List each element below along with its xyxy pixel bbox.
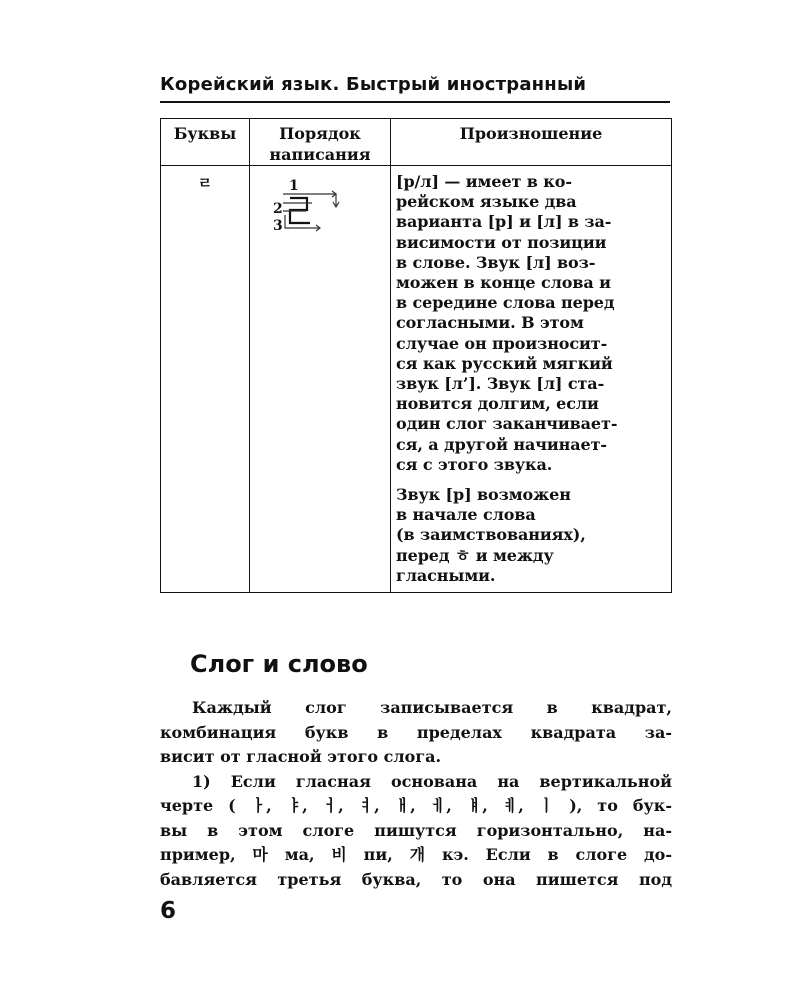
header-pronunciation: Произношение [391,119,672,166]
table-header-row [161,119,672,166]
body-line-2: комбинация букв в пределах квадрата за- [160,722,672,742]
pronunciation-cell [391,166,672,593]
stroke-number-1: 1 [289,178,299,194]
body-line-1: Каждый слог записывается в квадрат, [192,698,672,717]
section-title: Слог и слово [190,650,368,678]
letter-rieul: ㄹ [197,174,213,192]
body-line-8: бавляется третья буква, то она пишется под [160,869,672,889]
letter-table [160,118,672,593]
stroke-order-diagram [250,166,388,236]
body-line-6: вы в этом слоге пишутся горизонтально, на- [160,820,672,840]
running-head: Корейский язык. Быстрый иностранный [160,74,587,95]
pronunciation-paragraph-2: Звук [р] возможен в начале слова (в заимствованиях), перед ㅎ и между гласными. [396,485,586,585]
body-line-7: пример, 마 ма, 비 пи, 개 кэ. Если в слоге до- [160,845,672,864]
stroke-order-cell [250,166,391,593]
body-line-4: 1) Если гласная основана на вертикальной [192,771,672,791]
header-stroke-order: Порядок написания [250,119,391,166]
pronunciation-paragraph-1: [р/л] — имеет в ко- рейском языке два варианта [р] и [л] в за- висимости от позиции в слове. Звук [л] воз- можен в конце слова и в середине слова перед согласными. В этом случае он произносит- ся как русский мягкий звук [л’]. Звук [л] ста- новится долгим, если один слог заканчивает- ся, а другой начинает- ся с этого звука. [396,172,618,474]
table-row [161,166,672,593]
body-line-5: черте ( ㅏ, ㅑ, ㅓ, ㅕ, ㅐ, ㅔ, ㅒ, ㅖ, ㅣ ), то бук- [160,796,672,815]
page-number: 6 [160,898,177,924]
stroke-number-3: 3 [273,218,283,234]
header-letters: Буквы [161,119,250,166]
letter-cell [161,166,250,593]
body-text [160,696,672,892]
header-rule [160,101,670,103]
body-line-3: висит от гласной этого слога. [160,747,442,766]
stroke-number-2: 2 [273,201,283,217]
